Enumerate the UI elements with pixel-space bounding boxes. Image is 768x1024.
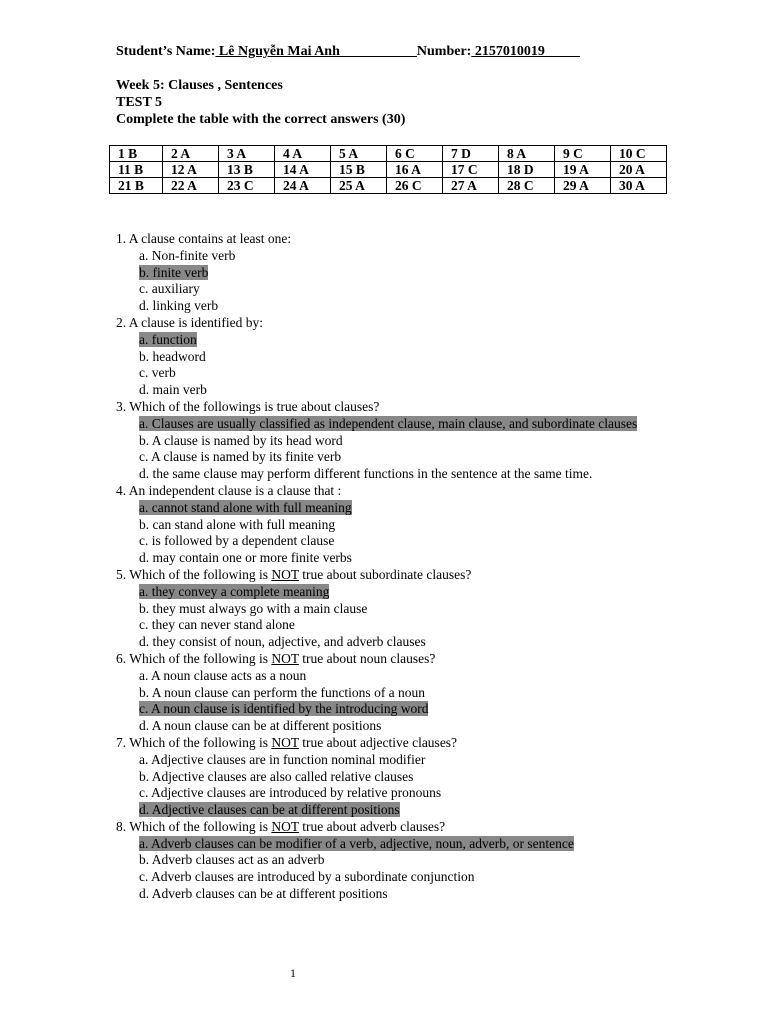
not-emphasis: NOT (271, 818, 299, 834)
answer-cell: 29 A (555, 178, 611, 194)
answer-cell: 3 A (219, 146, 275, 162)
student-name: Lê Nguyễn Mai Anh___________ (215, 44, 417, 59)
option-text: b. can stand alone with full meaning (139, 516, 336, 532)
option-text: b. they must always go with a main clause (139, 600, 368, 616)
answer-option (116, 298, 656, 315)
answer-option (116, 617, 656, 634)
answer-cell: 1 B (110, 146, 163, 162)
option-text: c. A noun clause is identified by the introducing word (139, 701, 429, 717)
answer-option (116, 517, 656, 534)
student-header (116, 44, 580, 60)
question-stem (116, 567, 656, 584)
answer-cell: 23 C (219, 178, 275, 194)
option-text: c. is followed by a dependent clause (139, 533, 335, 549)
answer-cell: 28 C (499, 178, 555, 194)
option-text: d. may contain one or more finite verbs (139, 550, 352, 566)
answer-option (116, 701, 656, 718)
answer-option (116, 365, 656, 382)
option-text: d. Adjective clauses can be at different positions (139, 802, 400, 818)
option-text: b. Adverb clauses act as an adverb (139, 852, 325, 868)
stem-text: 6. Which of the following is (116, 650, 272, 666)
answer-option (116, 281, 656, 298)
answer-option (116, 533, 656, 550)
answer-option (116, 785, 656, 802)
option-text: a. Adverb clauses can be modifier of a verb, adjective, noun, adverb, or sentence (139, 835, 574, 851)
instruction: Complete the table with the correct answers (30) (116, 112, 406, 127)
answer-option (116, 869, 656, 886)
answer-row (110, 146, 667, 162)
answer-row (110, 178, 667, 194)
option-text: b. finite verb (139, 264, 209, 280)
answer-cell: 26 C (387, 178, 443, 194)
answer-option (116, 685, 656, 702)
option-text: b. A noun clause can perform the functions of a noun (139, 684, 426, 700)
option-text: c. they can never stand alone (139, 617, 295, 633)
answer-cell: 27 A (443, 178, 499, 194)
test-title: TEST 5 (116, 95, 163, 110)
number-label: Number: (416, 44, 472, 59)
option-text: c. A clause is named by its finite verb (139, 449, 342, 465)
option-text: c. auxiliary (139, 281, 200, 297)
answer-cell: 13 B (219, 162, 275, 178)
question-stem: 1. A clause contains at least one: (116, 231, 292, 246)
stem-text: 4. An independent clause is a clause that : (116, 482, 342, 498)
answer-option (116, 634, 656, 651)
answer-cell: 30 A (611, 178, 667, 194)
answer-option (116, 332, 656, 349)
answer-option (116, 382, 656, 399)
question-list (116, 231, 656, 903)
answer-option (116, 886, 656, 903)
not-emphasis: NOT (271, 566, 299, 582)
answer-cell: 18 D (499, 162, 555, 178)
option-text: a. cannot stand alone with full meaning (139, 499, 352, 515)
option-text: a. Clauses are usually classified as independent clause, main clause, and subordinate clauses (139, 415, 638, 431)
answer-cell: 7 D (443, 146, 499, 162)
answer-cell: 5 A (331, 146, 387, 162)
answer-option (116, 265, 656, 282)
answer-option (116, 466, 656, 483)
question-stem (116, 651, 656, 668)
answer-option (116, 836, 656, 853)
answer-cell: 11 B (110, 162, 163, 178)
option-text: a. they convey a complete meaning (139, 583, 330, 599)
answer-option (116, 584, 656, 601)
week-title: Week 5: Clauses , Sentences (116, 78, 283, 93)
stem-text: 5. Which of the following is (116, 566, 272, 582)
option-text: c. verb (139, 365, 176, 381)
question-stem (116, 819, 656, 836)
answer-option (116, 668, 656, 685)
stem-text: true about adverb clauses? (298, 818, 446, 834)
stem-text: true about subordinate clauses? (298, 566, 472, 582)
answer-cell: 16 A (387, 162, 443, 178)
answer-table (109, 145, 667, 194)
answer-option (116, 601, 656, 618)
question-stem (116, 735, 656, 752)
option-text: d. A noun clause can be at different positions (139, 718, 382, 734)
answer-option (116, 248, 656, 265)
answer-option (116, 802, 656, 819)
option-text: b. headword (139, 348, 206, 364)
answer-cell: 4 A (275, 146, 331, 162)
stem-text: true about noun clauses? (298, 650, 436, 666)
answer-option (116, 752, 656, 769)
answer-cell: 22 A (163, 178, 219, 194)
not-emphasis: NOT (271, 650, 299, 666)
answer-cell: 6 C (387, 146, 443, 162)
answer-cell: 8 A (499, 146, 555, 162)
option-text: a. function (139, 331, 197, 347)
answer-option (116, 349, 656, 366)
answer-cell: 15 B (331, 162, 387, 178)
option-text: b. A clause is named by its head word (139, 432, 343, 448)
answer-option (116, 416, 656, 433)
answer-cell: 14 A (275, 162, 331, 178)
answer-cell: 25 A (331, 178, 387, 194)
student-number: 2157010019_____ (471, 44, 580, 59)
stem-text: 7. Which of the following is (116, 734, 272, 750)
answer-row (110, 162, 667, 178)
page-number: 1 (290, 966, 296, 980)
answer-cell: 21 B (110, 178, 163, 194)
answer-option (116, 852, 656, 869)
answer-cell: 12 A (163, 162, 219, 178)
option-text: a. Adjective clauses are in function nominal modifier (139, 751, 426, 767)
answer-option (116, 500, 656, 517)
option-text: c. Adjective clauses are introduced by relative pronouns (139, 785, 442, 801)
answer-option (116, 769, 656, 786)
answer-option (116, 718, 656, 735)
option-text: d. the same clause may perform different functions in the sentence at the same time. (139, 466, 593, 482)
option-text: c. Adverb clauses are introduced by a subordinate conjunction (139, 869, 475, 885)
answer-cell: 9 C (555, 146, 611, 162)
answer-option (116, 449, 656, 466)
answer-option (116, 550, 656, 567)
option-text: d. linking verb (139, 298, 219, 314)
option-text: d. they consist of noun, adjective, and adverb clauses (139, 634, 426, 650)
answer-cell: 19 A (555, 162, 611, 178)
answer-cell: 17 C (443, 162, 499, 178)
stem-text: 8. Which of the following is (116, 818, 272, 834)
answer-cell: 24 A (275, 178, 331, 194)
name-label: Student’s Name: (116, 44, 216, 59)
not-emphasis: NOT (271, 734, 299, 750)
answer-cell: 2 A (163, 146, 219, 162)
option-text: d. main verb (139, 382, 207, 398)
option-text: d. Adverb clauses can be at different positions (139, 886, 388, 902)
answer-option (116, 433, 656, 450)
option-text: a. A noun clause acts as a noun (139, 667, 307, 683)
answer-cell: 10 C (611, 146, 667, 162)
stem-text: true about adjective clauses? (298, 734, 458, 750)
option-text: b. Adjective clauses are also called relative clauses (139, 768, 414, 784)
question-stem: 2. A clause is identified by: (116, 314, 263, 330)
answer-cell: 20 A (611, 162, 667, 178)
question-stem (116, 483, 656, 500)
option-text: a. Non-finite verb (139, 247, 236, 263)
question-stem: 3. Which of the followings is true about clauses? (116, 398, 380, 414)
